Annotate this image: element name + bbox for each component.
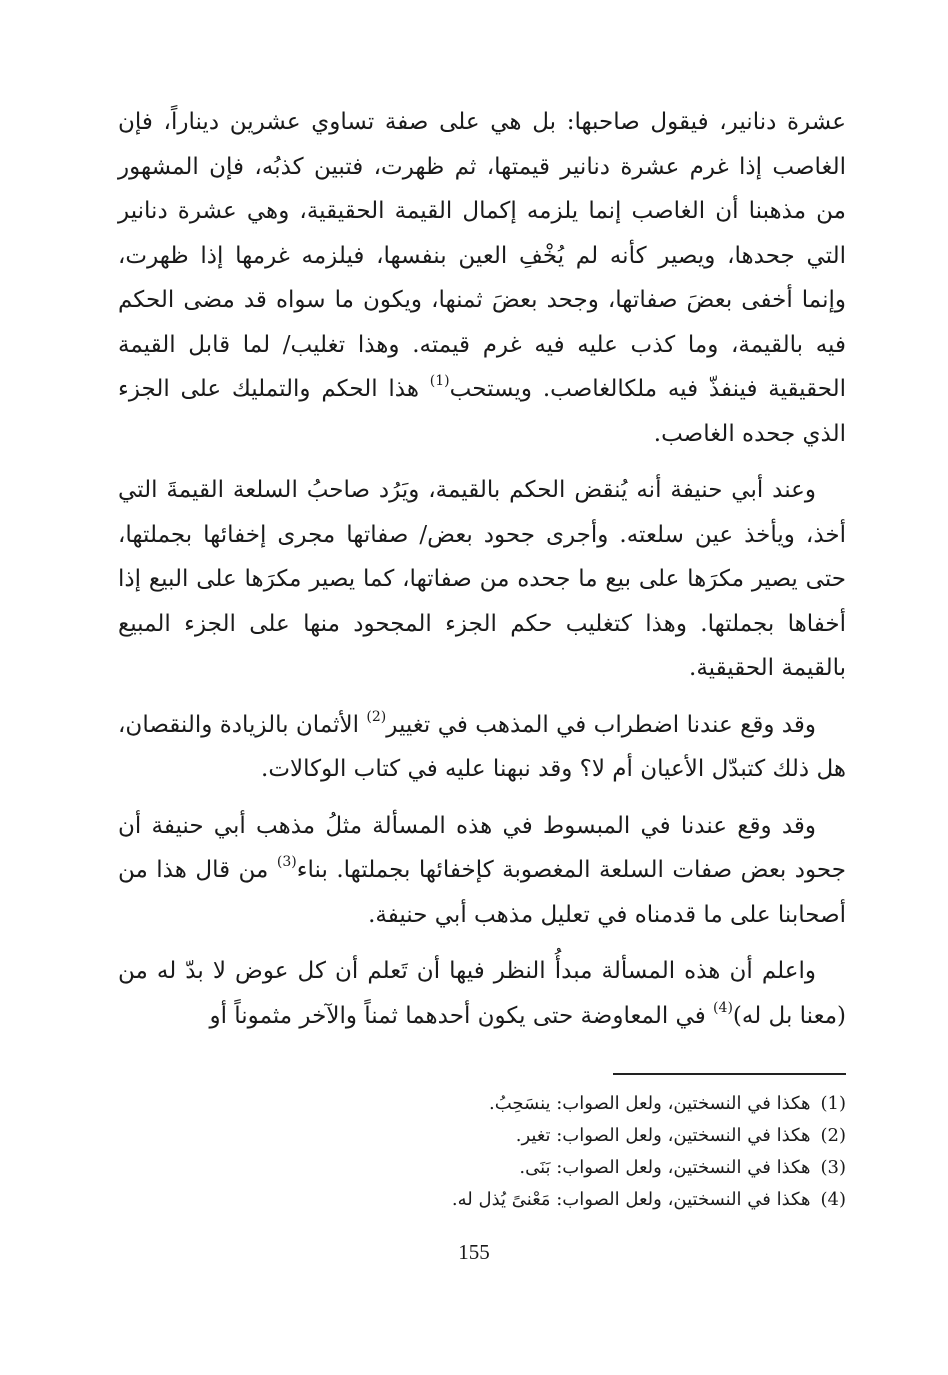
footnote-1	[300, 1088, 846, 1120]
paragraph-gap	[118, 937, 846, 949]
footnote-text: هكذا في النسختين، ولعل الصواب: مَعْنىً يُذل له.	[451, 1189, 811, 1210]
paragraph-4-text-a: وقد وقع عندنا في المبسوط في هذه المسألة مثلُ مذهب أبي حنيفة أن جحود بعض صفات السلعة المغصوبة كإخفائها بجملتها. بناء	[118, 812, 846, 883]
footnote-3	[300, 1152, 846, 1184]
footnote-text: هكذا في النسختين، ولعل الصواب: تغير.	[515, 1125, 811, 1146]
paragraph-2	[118, 468, 846, 691]
paragraph-2-text: وعند أبي حنيفة أنه يُنقض الحكم بالقيمة، ويَرُد صاحبُ السلعة القيمةَ التي أخذ، ويأخذ عين سلعته. وأجرى جحود بعض/ صفاتها مجرى إخفائها بجملتها، حتى يصير مكرَها على بيع ما جحده من صفاتها، كما يصير مكرَها على البيع إذا أخفاها بجملتها. وهذا كتغليب حكم الجزء المجحود منها على الجزء المبيع بالقيمة الحقيقية.	[118, 477, 846, 681]
paragraph-gap	[118, 456, 846, 468]
page-number: 155	[458, 1240, 490, 1264]
paragraph-5-text-a: واعلم أن هذه المسألة مبدأُ النظر فيها أن تَعلم أن كل عوض لا بدّ له من (معنا بل له)	[118, 958, 846, 1029]
footnote-4	[300, 1184, 846, 1216]
footnote-ref-1: (1)	[429, 373, 450, 390]
footnote-ref-2: (2)	[366, 708, 387, 725]
paragraph-3-text-b: الأثمان بالزيادة والنقصان، هل ذلك كتبدّل الأعيان أم لا؟ وقد نبهنا عليه في كتاب الوكالات.	[118, 711, 846, 782]
paragraph-4-text-b: من قال هذا من أصحابنا على ما قدمناه في تعليل مذهب أبي حنيفة.	[118, 857, 846, 928]
paragraph-1-text-b: هذا الحكم والتمليك على الجزء الذي جحده الغاصب.	[118, 376, 846, 447]
footnote-text: هكذا في النسختين، ولعل الصواب: ينسَحِبُ.	[489, 1093, 811, 1114]
footnote-number: (4)	[820, 1189, 846, 1210]
footnote-text: هكذا في النسختين، ولعل الصواب: بَنَى.	[519, 1157, 811, 1178]
paragraph-5	[118, 949, 846, 1038]
footnote-ref-4: (4)	[713, 999, 733, 1016]
footnote-2	[300, 1120, 846, 1152]
paragraph-4	[118, 804, 846, 938]
paragraph-gap	[118, 792, 846, 804]
paragraph-3	[118, 703, 846, 792]
footnote-separator	[613, 1073, 846, 1075]
footnote-number: (3)	[820, 1157, 846, 1178]
paragraph-3-text-a: وقد وقع عندنا اضطراب في المذهب في تغيير	[386, 711, 816, 738]
footnote-ref-3: (3)	[276, 854, 297, 871]
paragraph-gap	[118, 691, 846, 703]
main-text	[118, 100, 846, 1038]
paragraph-1-text-a: عشرة دنانير، فيقول صاحبها: بل هي على صفة تساوي عشرين ديناراً، فإن الغاصب إذا غرم عشرة دنانير قيمتها، ثم ظهرت، فتبين كذبُه، فإن المشهور من مذهبنا أن الغاصب إنما يلزمه إكمال القيمة الحقيقية، وهي عشرة دنانير التي جحدها، ويصير كأنه لم يُخْفِ العين بنفسها، فيلزمه غرمها إذا ظهرت، وإنما أخفى بعضَ صفاتها، وجحد بعضَ ثمنها، ويكون ما سواه قد مضى الحكم فيه بالقيمة، وما كذب عليه فيه غرم قيمته. وهذا تغليب/ لما قابل القيمة الحقيقية فينفذّ فيه ملكالغاصب. ويستحب	[118, 109, 847, 402]
footnote-number: (2)	[820, 1125, 846, 1146]
footnote-number: (1)	[820, 1093, 846, 1114]
paragraph-1	[118, 100, 846, 456]
footnotes	[300, 1088, 846, 1216]
paragraph-5-text-b: في المعاوضة حتى يكون أحدهما ثمناً والآخر مثموناً أو	[209, 1002, 714, 1029]
